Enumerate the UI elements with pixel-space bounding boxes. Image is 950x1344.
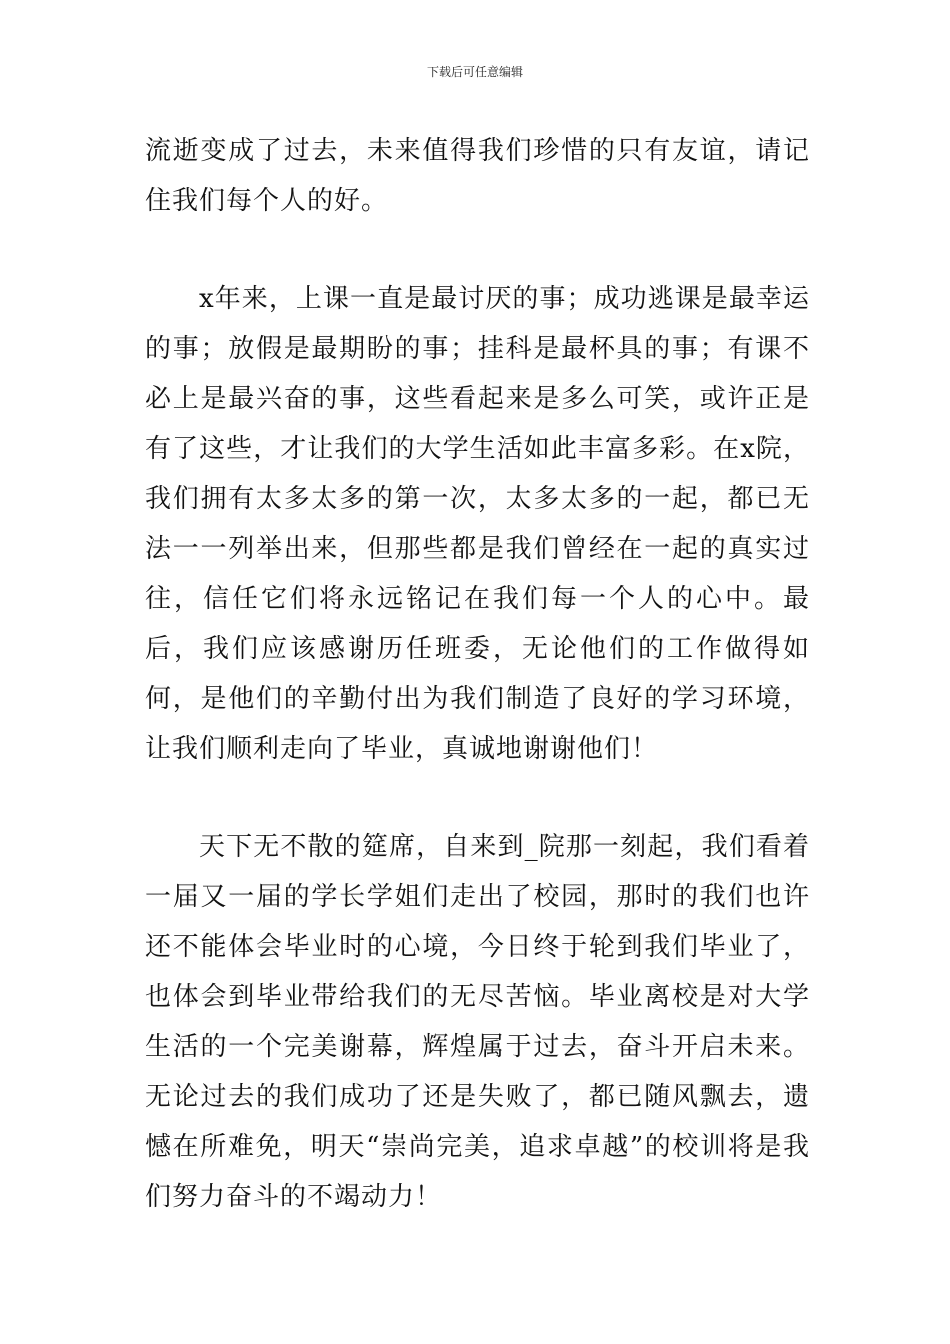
paragraph-2: x年来，上课一直是最讨厌的事；成功逃课是最幸运的事；放假是最期盼的事；挂科是最杯具的事；有课不必上是最兴奋的事，这些看起来是多么可笑，或许正是有了这些，才让我们的大学生活如此丰富多彩。在x院，我们拥有太多太多的第一次，太多太多的一起，都已无法一一列举出来，但那些都是我们曾经在一起的真实过往，信任它们将永远铭记在我们每一个人的心中。最后，我们应该感谢历任班委，无论他们的工作做得如何，是他们的辛勤付出为我们制造了良好的学习环境，让我们顺利走向了毕业，真诚地谢谢他们！ bbox=[145, 284, 810, 764]
paragraph-1: 流逝变成了过去，未来值得我们珍惜的只有友谊，请记住我们每个人的好。 bbox=[145, 136, 810, 216]
header-note: 下载后可任意编辑 bbox=[426, 65, 523, 79]
paragraph-3: 天下无不散的筵席，自来到_院那一刻起，我们看着一届又一届的学长学姐们走出了校园，那时的我们也许还不能体会毕业时的心境，今日终于轮到我们毕业了，也体会到毕业带给我们的无尽苦恼。毕业离校是对大学生活的一个完美谢幕，辉煌属于过去，奋斗开启未来。无论过去的我们成功了还是失败了，都已随风飘去，遗憾在所难免，明天“崇尚完美，追求卓越”的校训将是我们努力奋斗的不竭动力！ bbox=[145, 832, 810, 1212]
